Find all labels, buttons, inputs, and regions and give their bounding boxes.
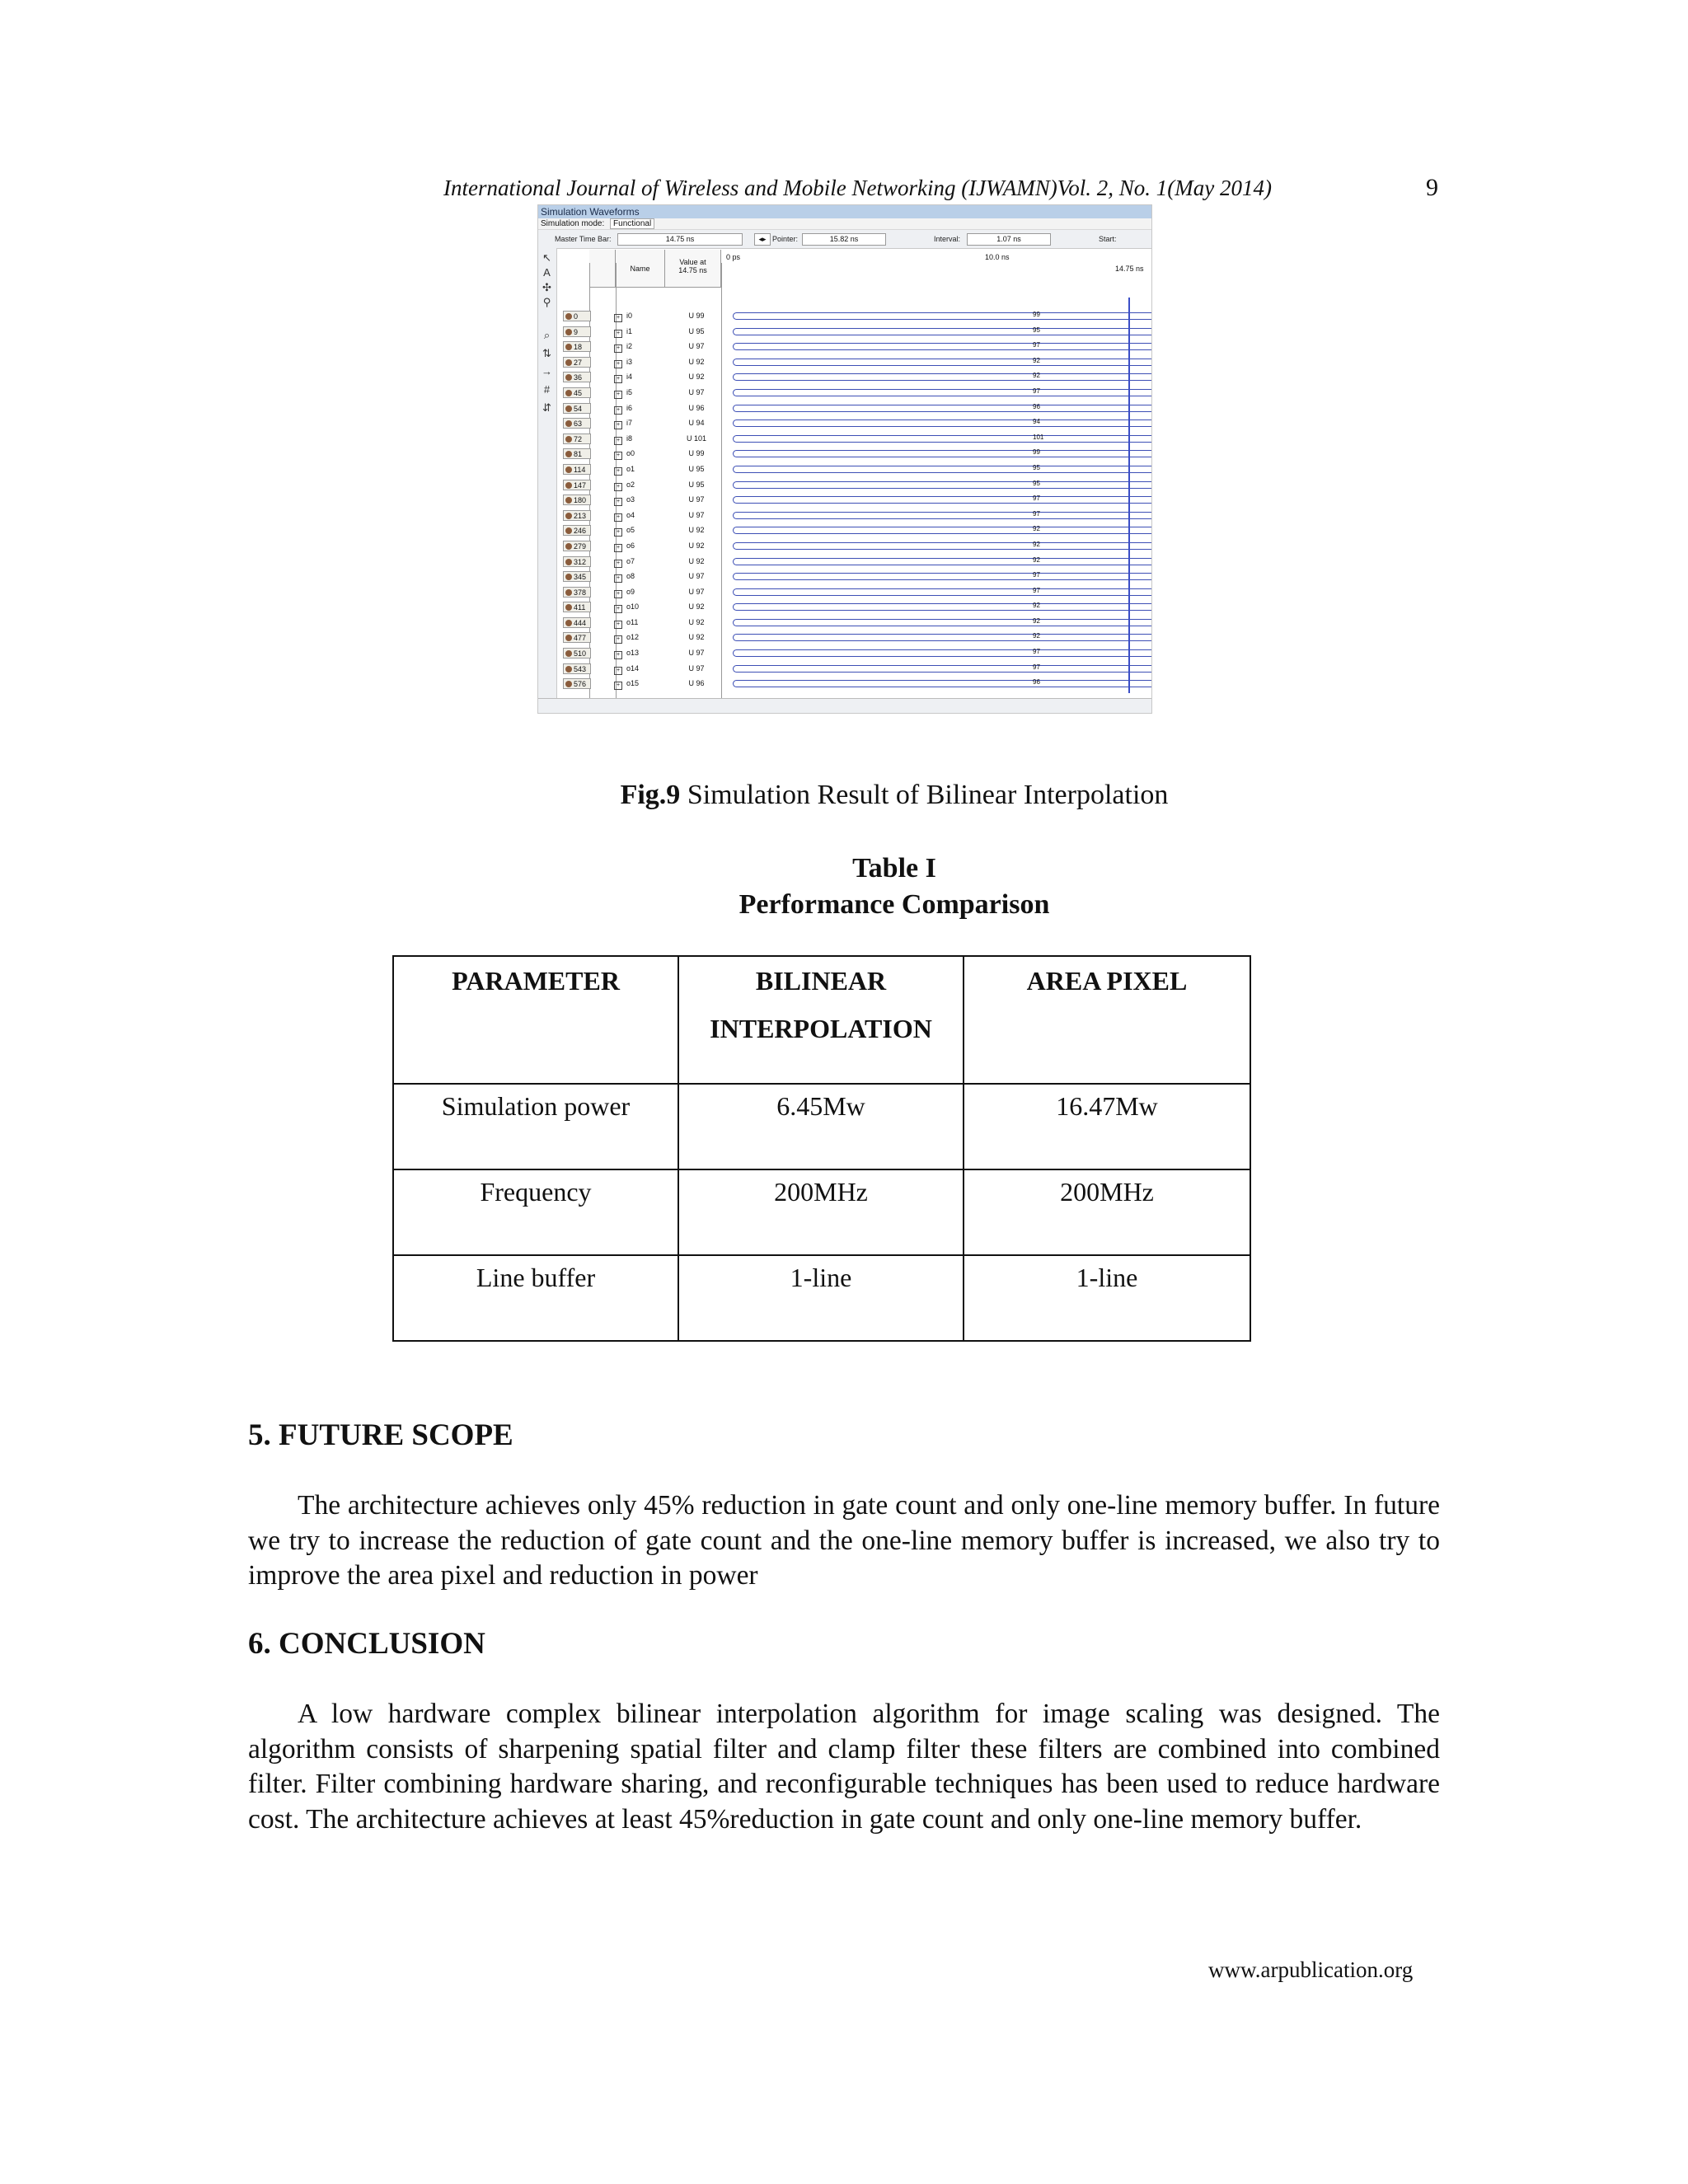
bus-waveform — [733, 555, 1152, 565]
waveform-row — [556, 569, 1151, 585]
header-area-pixel: AREA PIXEL — [964, 956, 1250, 1084]
sort-icon: ⇵ — [542, 401, 551, 414]
header-bilinear-interpolation: BILINEAR INTERPOLATION — [678, 956, 964, 1084]
expand-icon: + — [614, 483, 622, 491]
signal-value: U 92 — [688, 602, 705, 612]
expand-icon: + — [614, 437, 622, 445]
signal-value: U 96 — [688, 403, 705, 412]
waveform-row — [556, 677, 1151, 692]
signal-value: U 92 — [688, 556, 705, 565]
sim-mode-bar — [538, 218, 1151, 230]
bus-waveform — [733, 328, 1152, 335]
bus-waveform-value: 101 — [1033, 433, 1044, 441]
expand-icon: + — [614, 330, 622, 338]
waveform-row — [556, 616, 1151, 631]
bus-waveform-value: 97 — [1033, 509, 1040, 518]
signal-pin-icon — [565, 650, 572, 657]
table-cell: 200MHz — [678, 1169, 964, 1255]
signal-value: U 99 — [688, 449, 705, 458]
waveform-row — [556, 555, 1151, 570]
signal-name: + o3 — [614, 494, 635, 506]
signal-name: + o0 — [614, 448, 635, 460]
signal-name: + o11 — [614, 617, 638, 629]
signal-value: U 96 — [688, 679, 705, 688]
expand-icon: + — [614, 513, 622, 522]
sim-toolbar — [538, 230, 1151, 249]
waveform-row — [556, 325, 1151, 340]
bus-waveform — [733, 389, 1152, 396]
bus-waveform — [733, 616, 1152, 626]
signal-id: 510 — [563, 648, 591, 658]
signal-pin-icon — [565, 466, 572, 473]
signal-name: + o7 — [614, 556, 635, 568]
signal-pin-icon — [565, 543, 572, 550]
signal-id: 81 — [563, 448, 591, 459]
signal-id: 114 — [563, 464, 591, 475]
bus-waveform — [733, 527, 1152, 534]
table-cell: Simulation power — [393, 1084, 678, 1169]
signal-id: 180 — [563, 494, 591, 505]
signal-name: + o8 — [614, 571, 635, 583]
waveform-row — [556, 585, 1151, 601]
signal-id: 213 — [563, 510, 591, 521]
time-cursor-label: 14.75 ns — [1115, 265, 1144, 273]
expand-icon: + — [614, 467, 622, 476]
bus-waveform-value: 92 — [1033, 372, 1040, 380]
table-header-row — [393, 956, 1250, 1084]
signal-name: + i6 — [614, 403, 632, 415]
master-time-bar-field: 14.75 ns — [617, 233, 743, 246]
signal-id: 444 — [563, 617, 591, 628]
bus-waveform-value: 99 — [1033, 311, 1040, 318]
table-cell: Line buffer — [393, 1255, 678, 1341]
bus-waveform-value: 92 — [1033, 555, 1040, 564]
expand-icon: + — [614, 635, 622, 644]
waveform-row — [556, 309, 1151, 325]
signal-name: + o2 — [614, 480, 635, 491]
waveform-row — [556, 523, 1151, 539]
bus-waveform-value: 92 — [1033, 616, 1040, 625]
waveform-rows — [556, 309, 1151, 692]
signal-name: + i4 — [614, 372, 632, 383]
waveform-row — [556, 600, 1151, 616]
expand-icon: + — [614, 360, 622, 368]
signal-pin-icon — [565, 589, 572, 596]
bus-waveform-value: 96 — [1033, 678, 1040, 687]
signal-pin-icon — [565, 359, 572, 366]
figure-caption-text: Simulation Result of Bilinear Interpolation — [680, 780, 1169, 810]
signal-id: 147 — [563, 480, 591, 490]
interval-field: 1.07 ns — [967, 233, 1051, 246]
signal-value: U 97 — [688, 649, 705, 658]
signal-name: + o6 — [614, 541, 635, 552]
bus-waveform-value: 97 — [1033, 663, 1040, 671]
signal-pin-icon — [565, 666, 572, 673]
signal-pin-icon — [565, 313, 572, 320]
figure-label: Fig.9 — [620, 780, 681, 810]
signal-value: U 92 — [688, 357, 705, 366]
bus-waveform — [733, 588, 1152, 596]
signal-pin-icon — [565, 497, 572, 504]
footer-url: www.arpublication.org — [1208, 1957, 1414, 1982]
table-row — [393, 1084, 1250, 1169]
signal-pin-icon — [565, 329, 572, 335]
signal-value: U 94 — [688, 419, 705, 428]
waveform-row — [556, 370, 1151, 386]
figure-caption — [0, 780, 1688, 811]
arrow-icon: → — [542, 365, 552, 377]
signal-name: + i1 — [614, 326, 632, 338]
bus-waveform-value: 97 — [1033, 387, 1040, 395]
simulation-waveforms-screenshot — [537, 204, 1152, 714]
signal-pin-icon — [565, 420, 572, 427]
signal-pin-icon — [565, 574, 572, 580]
signal-value: U 97 — [688, 495, 705, 504]
signal-id: 543 — [563, 663, 591, 674]
signal-id: 45 — [563, 387, 591, 398]
bus-waveform — [733, 573, 1152, 580]
bus-waveform-value: 92 — [1033, 602, 1040, 610]
sim-mode-label: Simulation mode: — [541, 219, 605, 228]
expand-icon: + — [614, 590, 622, 598]
signal-name: + i2 — [614, 341, 632, 353]
signal-name: + i8 — [614, 434, 632, 445]
signal-pin-icon — [565, 559, 572, 565]
signal-name: + i7 — [614, 418, 632, 429]
expand-icon: + — [614, 421, 622, 429]
signal-pin-icon — [565, 681, 572, 687]
bus-waveform — [733, 634, 1152, 641]
signal-value: U 92 — [688, 526, 705, 535]
expand-icon: + — [614, 391, 622, 399]
sim-scrollbar — [538, 698, 1151, 713]
expand-icon: + — [614, 682, 622, 690]
expand-icon: + — [614, 314, 622, 322]
expand-icon: + — [614, 498, 622, 506]
expand-icon: + — [614, 375, 622, 383]
text-tool-icon: A — [543, 266, 551, 279]
signal-id: 312 — [563, 556, 591, 567]
signal-pin-icon — [565, 604, 572, 611]
signal-id: 27 — [563, 357, 591, 368]
table-cell: 200MHz — [964, 1169, 1250, 1255]
signal-name: + o1 — [614, 464, 635, 476]
expand-icon: + — [614, 544, 622, 552]
waveform-row — [556, 355, 1151, 371]
expand-icon: + — [614, 560, 622, 568]
header-parameter: PARAMETER — [393, 956, 678, 1084]
signal-value: U 97 — [688, 572, 705, 581]
future-scope-heading: 5. FUTURE SCOPE — [248, 1418, 513, 1452]
bus-waveform — [733, 402, 1152, 412]
waveform-row — [556, 340, 1151, 355]
bus-waveform-value: 92 — [1033, 356, 1040, 364]
signal-pin-icon — [565, 374, 572, 381]
conclusion-paragraph: A low hardware complex bilinear interpolation algorithm for image scaling was designed. The algorithm consists of sharpening spatial filter and clamp filter these filters are combined into combined filter. Filter combining hardware sharing, and reconfigurable techniques has been used to reduce hardware cost. The architecture achieves at least 45%reduction in gate count and only one-line memory buffer. — [248, 1699, 1440, 1835]
time-ruler — [724, 253, 1151, 286]
bus-waveform — [733, 419, 1152, 427]
conclusion-heading: 6. CONCLUSION — [248, 1627, 485, 1661]
waveform-row — [556, 493, 1151, 509]
table-cell: Frequency — [393, 1169, 678, 1255]
bus-waveform-value: 97 — [1033, 648, 1040, 656]
col-value-header: Value at 14.75 ns — [665, 250, 721, 288]
bus-waveform — [733, 312, 1152, 320]
sim-mode-value: Functional — [610, 218, 654, 229]
signal-name: + o14 — [614, 663, 639, 675]
bus-waveform — [733, 649, 1152, 657]
journal-header: International Journal of Wireless and Mobile Networking (IJWAMN)Vol. 2, No. 1(May 2014) — [443, 176, 1272, 200]
waveform-row — [556, 416, 1151, 432]
expand-icon: + — [614, 667, 622, 675]
bus-waveform-value: 95 — [1033, 326, 1040, 334]
time-stepper-icon: ◂▸ — [754, 233, 771, 246]
bus-waveform — [733, 496, 1152, 504]
signal-value: U 97 — [688, 387, 705, 396]
sim-tool-palette — [538, 248, 557, 713]
signal-name: + o4 — [614, 510, 635, 522]
time-start-label: 0 ps — [726, 253, 741, 261]
future-scope-paragraph: The architecture achieves only 45% reduction in gate count and only one-line memory buffer. In future we try to increase the reduction of gate count and the one-line memory buffer is increased, we also try to improve the area pixel and reduction in power — [248, 1490, 1440, 1591]
expand-icon: + — [614, 621, 622, 629]
signal-value: U 95 — [688, 464, 705, 473]
pointer-field: 15.82 ns — [802, 233, 886, 246]
start-label: Start: — [1099, 235, 1117, 243]
waveform-row — [556, 630, 1151, 646]
bus-waveform-value: 92 — [1033, 525, 1040, 533]
signal-value: U 97 — [688, 510, 705, 519]
waveform-edit-icon: ✣ — [542, 281, 551, 293]
signal-pin-icon — [565, 635, 572, 641]
sim-window-title: Simulation Waveforms — [538, 205, 1151, 218]
table-cell: 16.47Mw — [964, 1084, 1250, 1169]
table-title-number: Table I — [852, 853, 936, 883]
replace-icon: ⇅ — [542, 347, 551, 359]
signal-value: U 92 — [688, 617, 705, 626]
waveform-row — [556, 646, 1151, 662]
signal-name: + o10 — [614, 602, 639, 613]
table-cell: 1-line — [964, 1255, 1250, 1341]
bus-waveform — [733, 665, 1152, 673]
signal-value: U 95 — [688, 480, 705, 489]
find-icon: ⌕ — [543, 329, 551, 341]
signal-id: 345 — [563, 571, 591, 582]
signal-value: U 97 — [688, 663, 705, 673]
signal-value: U 95 — [688, 326, 705, 335]
signal-pin-icon — [565, 436, 572, 443]
table-title-name: Performance Comparison — [738, 889, 1050, 920]
time-cursor-line — [1128, 298, 1130, 693]
waveform-row — [556, 539, 1151, 555]
signal-value: U 92 — [688, 633, 705, 642]
bus-waveform-value: 95 — [1033, 463, 1040, 471]
bus-waveform-value: 99 — [1033, 448, 1040, 457]
bus-waveform-value: 97 — [1033, 494, 1040, 503]
signal-pin-icon — [565, 482, 572, 489]
signal-name: + o15 — [614, 678, 639, 690]
bus-waveform — [733, 680, 1152, 687]
bus-waveform — [733, 481, 1152, 489]
expand-icon: + — [614, 605, 622, 613]
table-row — [393, 1169, 1250, 1255]
table-cell: 1-line — [678, 1255, 964, 1341]
signal-name: + o13 — [614, 648, 639, 659]
select-tool-icon: ↖ — [542, 251, 551, 264]
bus-waveform — [733, 343, 1152, 350]
bus-waveform-value: 97 — [1033, 571, 1040, 579]
signal-pin-icon — [565, 344, 572, 350]
master-time-bar-label: Master Time Bar: — [555, 235, 612, 243]
signal-id: 246 — [563, 525, 591, 536]
signal-value: U 99 — [688, 312, 705, 320]
expand-icon: + — [614, 406, 622, 415]
signal-id: 477 — [563, 632, 591, 643]
bus-waveform — [733, 463, 1152, 473]
signal-pin-icon — [565, 405, 572, 412]
signal-pin-icon — [565, 513, 572, 519]
bus-waveform-value: 92 — [1033, 632, 1040, 640]
signal-value: U 101 — [686, 434, 707, 443]
count-icon: # — [543, 383, 551, 396]
bus-waveform — [733, 542, 1152, 550]
bus-waveform-value: 94 — [1033, 418, 1040, 426]
signal-value: U 97 — [688, 342, 705, 351]
signal-id: 36 — [563, 372, 591, 382]
waveform-row — [556, 401, 1151, 417]
expand-icon: + — [614, 574, 622, 583]
signal-name: + o12 — [614, 632, 639, 644]
bus-waveform-value: 96 — [1033, 402, 1040, 410]
bus-waveform-value: 97 — [1033, 341, 1040, 349]
waveform-row — [556, 462, 1151, 478]
bus-waveform — [733, 435, 1152, 443]
table-row — [393, 1255, 1250, 1341]
signal-id: 576 — [563, 678, 591, 689]
table-title — [0, 851, 1688, 923]
bus-waveform — [733, 450, 1152, 457]
bus-waveform-value: 95 — [1033, 479, 1040, 487]
signal-value: U 92 — [688, 541, 705, 550]
bus-waveform-value: 97 — [1033, 586, 1040, 594]
signal-pin-icon — [565, 390, 572, 396]
signal-value: U 97 — [688, 587, 705, 596]
table-cell: 6.45Mw — [678, 1084, 964, 1169]
signal-id: 72 — [563, 434, 591, 444]
bus-waveform — [733, 603, 1152, 611]
signal-id: 63 — [563, 418, 591, 429]
signal-id: 0 — [563, 311, 591, 321]
zoom-tool-icon: ⚲ — [542, 296, 551, 308]
signal-pin-icon — [565, 451, 572, 457]
performance-comparison-table — [392, 955, 1251, 1342]
signal-name: + i5 — [614, 387, 632, 399]
signal-pin-icon — [565, 527, 572, 534]
signal-id: 18 — [563, 341, 591, 352]
signal-name: + i3 — [614, 357, 632, 368]
signal-id: 411 — [563, 602, 591, 612]
col-name-header: Name — [616, 250, 665, 288]
interval-label: Interval: — [934, 235, 961, 243]
signal-id: 378 — [563, 587, 591, 598]
page-number: 9 — [1426, 174, 1438, 201]
signal-id: 9 — [563, 326, 591, 337]
bus-waveform — [733, 509, 1152, 519]
signal-id: 54 — [563, 403, 591, 414]
pointer-label: Pointer: — [772, 235, 799, 243]
waveform-row — [556, 447, 1151, 462]
expand-icon: + — [614, 452, 622, 460]
signal-id: 279 — [563, 541, 591, 551]
waveform-row — [556, 478, 1151, 494]
waveform-row — [556, 432, 1151, 448]
signal-value: U 92 — [688, 373, 705, 382]
bus-waveform-value: 92 — [1033, 540, 1040, 548]
waveform-row — [556, 662, 1151, 677]
waveform-row — [556, 386, 1151, 401]
signal-name: + o5 — [614, 525, 635, 537]
time-mid-label: 10.0 ns — [985, 253, 1010, 261]
bus-waveform — [733, 356, 1152, 366]
expand-icon: + — [614, 344, 622, 353]
bus-waveform — [733, 373, 1152, 381]
expand-icon: + — [614, 528, 622, 537]
expand-icon: + — [614, 651, 622, 659]
waveform-row — [556, 509, 1151, 524]
signal-name: + i0 — [614, 311, 632, 322]
signal-pin-icon — [565, 620, 572, 626]
signal-name: + o9 — [614, 587, 635, 598]
